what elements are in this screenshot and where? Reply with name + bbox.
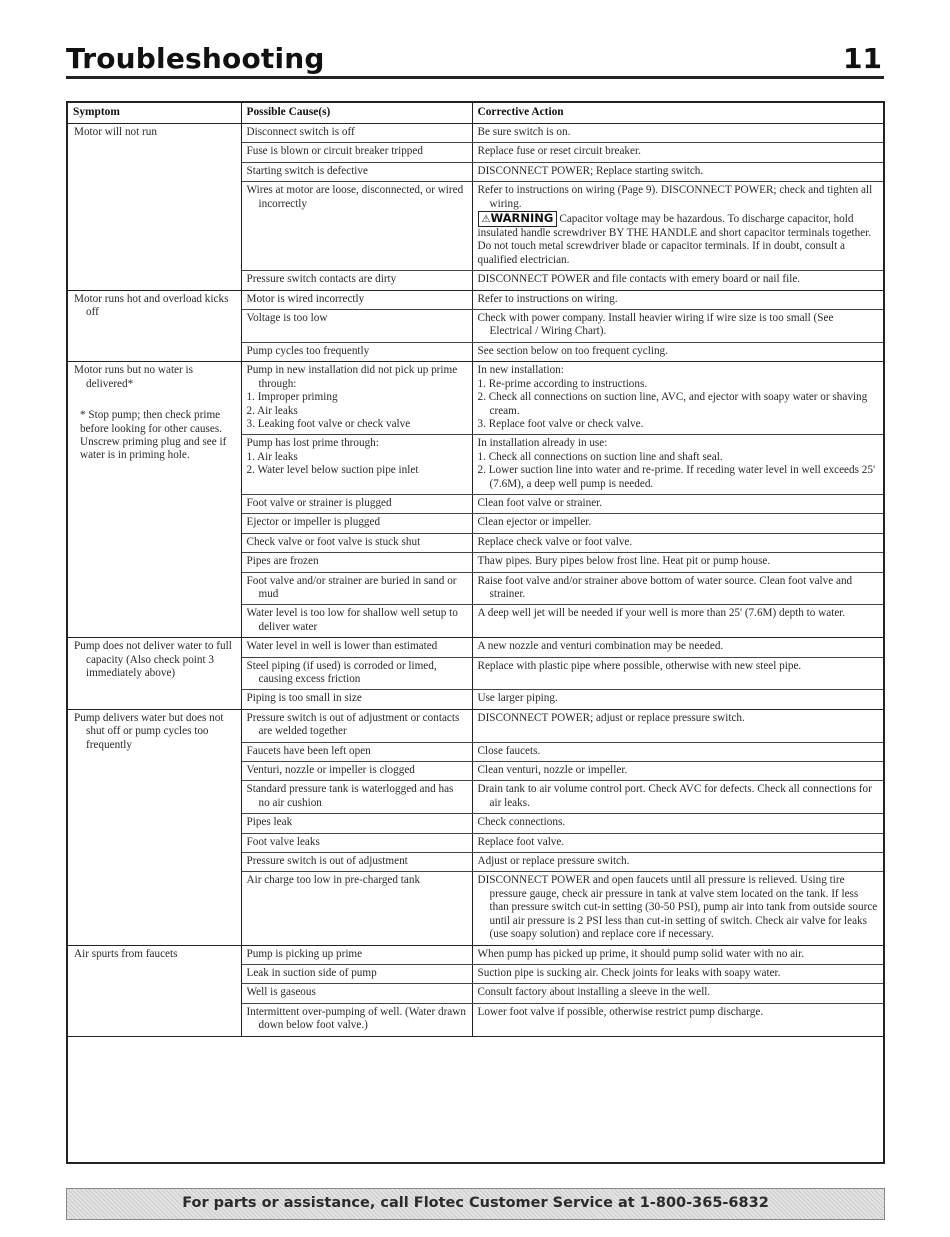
column-header-causes: Possible Cause(s) [241,103,472,124]
cause-text: Intermittent over-pumping of well. (Water drawn down below foot valve.) [246,1005,466,1032]
action-cell [472,494,883,513]
action-text: Check connections. [477,816,566,829]
action-text: Raise foot valve and/or strainer above bottom of water source. Clean foot valve and strainer. [477,574,853,600]
cause-text: Ejector or impeller is plugged [246,516,381,529]
action-text: Check with power company. Install heavier wiring if wire size is too small (See Electrical / Wiring Chart). [477,312,834,338]
action-text: Thaw pipes. Bury pipes below frost line. Heat pit or pump house. [477,555,771,568]
page-number: 11 [843,42,882,75]
action-cell [472,833,883,852]
table-row [68,362,883,435]
symptom-cell [68,124,241,291]
table-row [68,638,883,657]
action-cell [472,124,883,143]
action-text: When pump has picked up prime, it should pump solid water with no air. [477,947,805,960]
action-cell [472,814,883,833]
action-text: DISCONNECT POWER; Replace starting switch. [477,164,704,177]
symptom-cell [68,945,241,1036]
action-text: In new installation: [477,364,564,377]
cause-text: Air charge too low in pre-charged tank [246,874,421,887]
cause-text: Well is gaseous [246,986,316,999]
cause-text: 2. Air leaks [246,404,298,417]
column-header-action: Corrective Action [472,103,883,124]
action-text: DISCONNECT POWER; adjust or replace pressure switch. [477,711,745,724]
cause-text: Faucets have been left open [246,744,371,757]
warning-text: Capacitor voltage may be hazardous. To discharge capacitor, hold insulated handle screwdriver BY THE HANDLE and short capacitor terminals together. Do not touch metal screwdriver blade or capacitor terminals. If in doubt, consult a qualified electrician. [477,213,872,266]
action-cell [472,762,883,781]
cause-text: 1. Improper priming [246,391,338,404]
action-cell [472,690,883,709]
action-cell [472,945,883,964]
cause-cell [241,514,472,533]
action-cell [472,553,883,572]
cause-text: Standard pressure tank is waterlogged and has no air cushion [246,783,454,809]
cause-text: Leak in suction side of pump [246,966,377,979]
table-header-row [68,103,883,124]
cause-text: Pressure switch contacts are dirty [246,273,397,286]
cause-text: Pump has lost prime through: [246,437,379,450]
action-text: Refer to instructions on wiring (Page 9). DISCONNECT POWER; check and tighten all wiring. [477,184,873,210]
action-cell [472,572,883,605]
action-cell [472,435,883,495]
cause-text: Voltage is too low [246,312,328,325]
symptom-text: Motor runs but no water is delivered* [74,364,194,390]
action-text: 1. Re-prime according to instructions. [477,377,648,390]
action-text: Adjust or replace pressure switch. [477,855,630,868]
cause-cell [241,271,472,290]
cause-cell [241,872,472,945]
action-cell [472,853,883,872]
cause-cell [241,984,472,1003]
action-text: 2. Lower suction line into water and re-prime. If receding water level in well exceeds 25' (7.6M), a deep well pump is needed. [477,464,875,490]
warning-label: WARNING [490,211,554,226]
warning-badge [478,211,558,227]
action-text: DISCONNECT POWER and file contacts with emery board or nail file. [477,273,801,286]
cause-cell [241,310,472,343]
action-text: Clean foot valve or strainer. [477,496,603,509]
cause-text: Check valve or foot valve is stuck shut [246,535,421,548]
action-text: A new nozzle and venturi combination may be needed. [477,640,724,653]
cause-cell [241,853,472,872]
action-cell [472,872,883,945]
action-text: Drain tank to air volume control port. Check AVC for defects. Check all connections for air leaks. [477,783,872,809]
action-text: A deep well jet will be needed if your well is more than 25' (7.6M) depth to water. [477,607,846,620]
action-cell [472,657,883,690]
cause-text: Disconnect switch is off [246,126,355,138]
cause-cell [241,435,472,495]
header-rule [66,76,884,79]
page-title: Troubleshooting [66,42,325,75]
action-cell [472,742,883,761]
cause-cell [241,182,472,271]
action-cell [472,290,883,309]
customer-service-text: For parts or assistance, call Flotec Customer Service at 1-800-365-6832 [182,1195,769,1211]
action-text: 3. Replace foot valve or check valve. [477,417,644,430]
cause-cell [241,362,472,435]
table-row [68,290,883,309]
action-cell [472,271,883,290]
warning-triangle-icon: ⚠ [481,214,491,226]
cause-text: Pump is picking up prime [246,947,363,960]
cause-text: Fuse is blown or circuit breaker tripped [246,145,423,158]
action-cell [472,964,883,983]
action-cell [472,638,883,657]
table-row [68,124,883,143]
action-text: See section below on too frequent cycling. [477,344,668,357]
cause-text: Pressure switch is out of adjustment [246,855,408,868]
action-text: Replace fuse or reset circuit breaker. [477,145,641,158]
cause-cell [241,1003,472,1036]
cause-cell [241,762,472,781]
cause-text: Venturi, nozzle or impeller is clogged [246,764,415,777]
cause-cell [241,605,472,638]
cause-text: Water level is too low for shallow well setup to deliver water [246,607,458,633]
cause-cell [241,124,472,143]
cause-cell [241,494,472,513]
symptom-text: Motor will not run [74,126,157,138]
symptom-note: * Stop pump; then check prime before looking for other causes. Unscrew priming plug and see if water is in priming hole. [80,409,227,462]
action-cell [472,1003,883,1036]
action-cell [472,984,883,1003]
cause-cell [241,638,472,657]
action-text: DISCONNECT POWER and open faucets until all pressure is relieved. Using tire pressure gauge, check air pressure in tank at valve stem located on the tank. If less than pressure switch cut-in setting (30-50 PSI), pump air into tank from outside source until air pressure is 2 PSI less than cut-in setting of switch. Check air valve for leaks (use soapy solution) and replace core if necessary. [477,874,878,941]
action-text: Be sure switch is on. [477,126,571,138]
cause-text: Pump cycles too frequently [246,344,370,357]
action-cell [472,143,883,162]
action-text: Suction pipe is sucking air. Check joints for leaks with soapy water. [477,966,781,979]
cause-cell [241,657,472,690]
action-cell [472,605,883,638]
cause-cell [241,781,472,814]
action-text: In installation already in use: [477,437,608,450]
cause-cell [241,143,472,162]
cause-cell [241,690,472,709]
cause-cell [241,709,472,742]
column-header-symptom: Symptom [68,103,241,124]
cause-text: Motor is wired incorrectly [246,292,365,305]
cause-text: Starting switch is defective [246,164,368,177]
action-cell [472,781,883,814]
action-text: 1. Check all connections on suction line and shaft seal. [477,450,723,463]
action-text: Clean venturi, nozzle or impeller. [477,764,628,777]
table-row [68,945,883,964]
cause-cell [241,814,472,833]
action-text: Replace check valve or foot valve. [477,535,633,548]
cause-text: Foot valve and/or strainer are buried in sand or mud [246,574,457,600]
cause-cell [241,290,472,309]
cause-text: Piping is too small in size [246,692,362,705]
symptom-cell [68,638,241,710]
cause-text: Pressure switch is out of adjustment or contacts are welded together [246,711,460,738]
action-text: Replace foot valve. [477,835,565,848]
cause-text: Water level in well is lower than estimated [246,640,438,653]
action-text: Close faucets. [477,744,541,757]
cause-cell [241,945,472,964]
action-cell [472,709,883,742]
cause-text: 1. Air leaks [246,450,298,463]
action-text: Clean ejector or impeller. [477,516,592,529]
table-row [68,709,883,742]
cause-text: Steel piping (if used) is corroded or limed, causing excess friction [246,659,437,685]
action-text: Refer to instructions on wiring. [477,292,618,305]
cause-cell [241,572,472,605]
action-text: Replace with plastic pipe where possible, otherwise with new steel pipe. [477,659,802,672]
symptom-text: Pump does not deliver water to full capacity (Also check point 3 immediately above) [74,640,232,679]
cause-cell [241,833,472,852]
cause-text: Wires at motor are loose, disconnected, or wired incorrectly [246,184,464,210]
cause-text: 2. Water level below suction pipe inlet [246,464,419,477]
action-cell [472,182,883,271]
action-cell [472,533,883,552]
cause-cell [241,553,472,572]
cause-text: Pipes leak [246,816,293,829]
action-text: Lower foot valve if possible, otherwise restrict pump discharge. [477,1005,764,1018]
action-cell [472,162,883,181]
action-text: 2. Check all connections on suction line, AVC, and ejector with soapy water or shaving cream. [477,391,868,417]
cause-text: Foot valve leaks [246,835,320,848]
action-cell [472,310,883,343]
action-cell [472,362,883,435]
action-cell [472,342,883,361]
cause-cell [241,964,472,983]
symptom-text: Pump delivers water but does not shut off or pump cycles too frequently [74,711,224,751]
capacitor-warning [478,211,879,267]
footer-banner [66,1188,885,1220]
troubleshooting-table [66,101,885,1164]
symptom-text: Air spurts from faucets [74,947,178,960]
symptom-cell [68,290,241,362]
symptom-cell [68,362,241,638]
action-text: Use larger piping. [477,692,558,705]
cause-text: Foot valve or strainer is plugged [246,496,392,509]
cause-cell [241,162,472,181]
cause-cell [241,742,472,761]
cause-cell [241,342,472,361]
cause-text: Pump in new installation did not pick up prime through: [246,364,458,390]
action-cell [472,514,883,533]
action-text: Consult factory about installing a sleeve in the well. [477,986,711,999]
cause-text: 3. Leaking foot valve or check valve [246,417,411,430]
symptom-cell [68,709,241,945]
symptom-text: Motor runs hot and overload kicks off [74,292,229,319]
cause-text: Pipes are frozen [246,555,319,568]
cause-cell [241,533,472,552]
page-header [66,38,884,80]
